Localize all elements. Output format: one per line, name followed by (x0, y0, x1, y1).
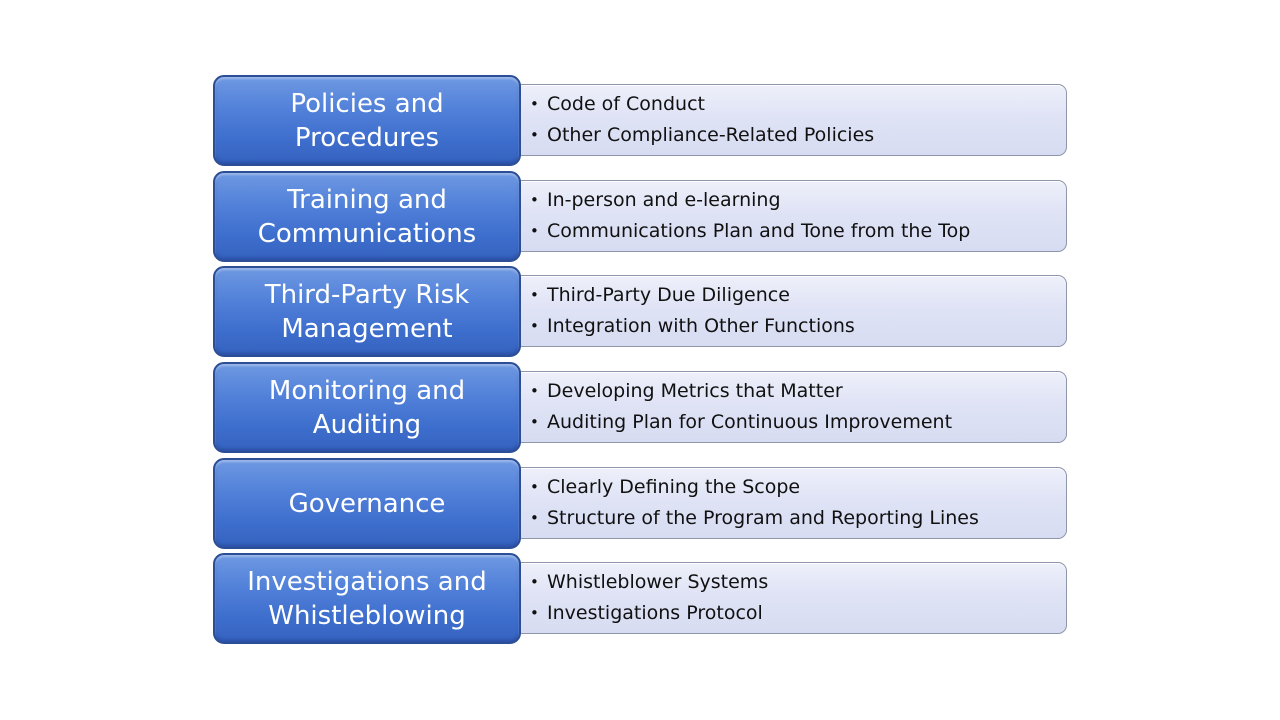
detail-box (513, 180, 1067, 252)
detail-list (514, 181, 1066, 247)
bullet-icon: • (530, 222, 539, 240)
bullet-icon: • (530, 573, 539, 591)
bullet-icon: • (530, 509, 539, 527)
row-third-party-risk-management (213, 266, 1069, 358)
list-item (530, 503, 1066, 534)
category-box (213, 553, 521, 644)
detail-list (514, 372, 1066, 438)
bullet-icon: • (530, 478, 539, 496)
list-item-text: Other Compliance-Related Policies (547, 124, 875, 146)
detail-box (513, 562, 1067, 634)
category-label: Monitoring and Auditing (268, 375, 466, 440)
detail-box (513, 275, 1067, 347)
list-item-text: Investigations Protocol (547, 602, 763, 624)
bullet-icon: • (530, 126, 539, 144)
category-box (213, 458, 521, 549)
list-item (530, 567, 1066, 598)
row-policies-and-procedures (213, 75, 1069, 167)
bullet-icon: • (530, 604, 539, 622)
list-item (530, 89, 1066, 120)
detail-box (513, 371, 1067, 443)
list-item (530, 280, 1066, 311)
list-item (530, 311, 1066, 342)
list-item (530, 120, 1066, 151)
list-item-text: Whistleblower Systems (547, 571, 769, 593)
category-label: Training and Communications (257, 184, 477, 249)
category-box (213, 75, 521, 166)
row-training-and-communications (213, 171, 1069, 263)
list-item (530, 472, 1066, 503)
detail-box (513, 467, 1067, 539)
bullet-icon: • (530, 413, 539, 431)
category-label: Third-Party Risk Management (264, 279, 470, 344)
detail-box (513, 84, 1067, 156)
category-box (213, 171, 521, 262)
row-governance (213, 458, 1069, 550)
list-item-text: Integration with Other Functions (547, 315, 855, 337)
list-item-text: Code of Conduct (547, 93, 705, 115)
list-item-text: Communications Plan and Tone from the Top (547, 220, 971, 242)
category-label: Governance (288, 488, 446, 519)
bullet-icon: • (530, 286, 539, 304)
category-label: Investigations and Whistleblowing (247, 566, 487, 631)
category-label: Policies and Procedures (290, 88, 444, 153)
list-item (530, 216, 1066, 247)
list-item (530, 407, 1066, 438)
list-item-text: Developing Metrics that Matter (547, 380, 843, 402)
detail-list (514, 85, 1066, 151)
bullet-icon: • (530, 317, 539, 335)
detail-list (514, 276, 1066, 342)
detail-list (514, 563, 1066, 629)
category-box (213, 362, 521, 453)
list-item (530, 598, 1066, 629)
list-item (530, 185, 1066, 216)
list-item-text: Auditing Plan for Continuous Improvement (547, 411, 953, 433)
category-box (213, 266, 521, 357)
row-monitoring-and-auditing (213, 362, 1069, 454)
bullet-icon: • (530, 191, 539, 209)
bullet-icon: • (530, 95, 539, 113)
detail-list (514, 468, 1066, 534)
list-item-text: Clearly Defining the Scope (547, 476, 801, 498)
list-item-text: In-person and e-learning (547, 189, 781, 211)
bullet-icon: • (530, 382, 539, 400)
list-item-text: Structure of the Program and Reporting Lines (547, 507, 979, 529)
list-item (530, 376, 1066, 407)
row-investigations-and-whistleblowing (213, 553, 1069, 645)
list-item-text: Third-Party Due Diligence (547, 284, 790, 306)
